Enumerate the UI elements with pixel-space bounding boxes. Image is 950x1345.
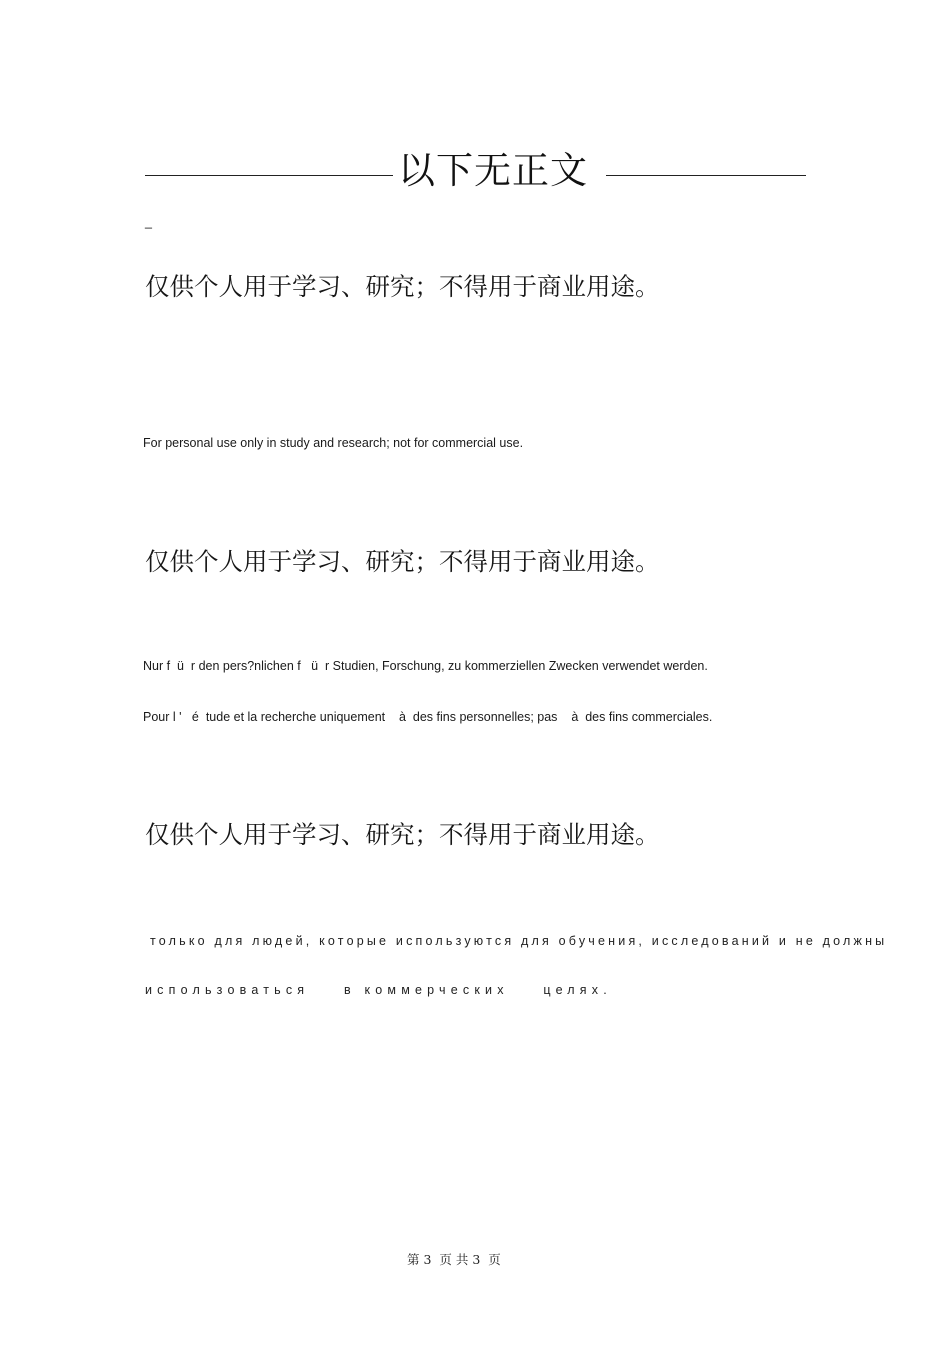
- page-heading: 以下无正文: [398, 149, 588, 192]
- heading-rule-right: [606, 175, 806, 176]
- notice-russian-line2: использоваться в коммерческих целях.: [145, 983, 612, 997]
- notice-chinese-1: 仅供个人用于学习、研究；不得用于商业用途。: [145, 272, 660, 301]
- notice-russian-line1: только для людей, которые используются для обучения, исследований и не должны: [150, 934, 888, 948]
- notice-chinese-2: 仅供个人用于学习、研究；不得用于商业用途。: [145, 547, 660, 576]
- dash-mark: _: [145, 215, 152, 229]
- heading-rule-left: [145, 175, 393, 176]
- notice-chinese-3: 仅供个人用于学习、研究；不得用于商业用途。: [145, 820, 660, 849]
- notice-german: Nur f ü r den pers?nlichen f ü r Studien, Forschung, zu kommerziellen Zwecken verwendet werden.: [143, 659, 708, 673]
- page-footer: 第 3 页 共 3 页: [407, 1252, 501, 1267]
- notice-french: Pour l ' é tude et la recherche uniquement à des fins personnelles; pas à des fins commerciales.: [143, 710, 713, 724]
- notice-english: For personal use only in study and research; not for commercial use.: [143, 436, 524, 450]
